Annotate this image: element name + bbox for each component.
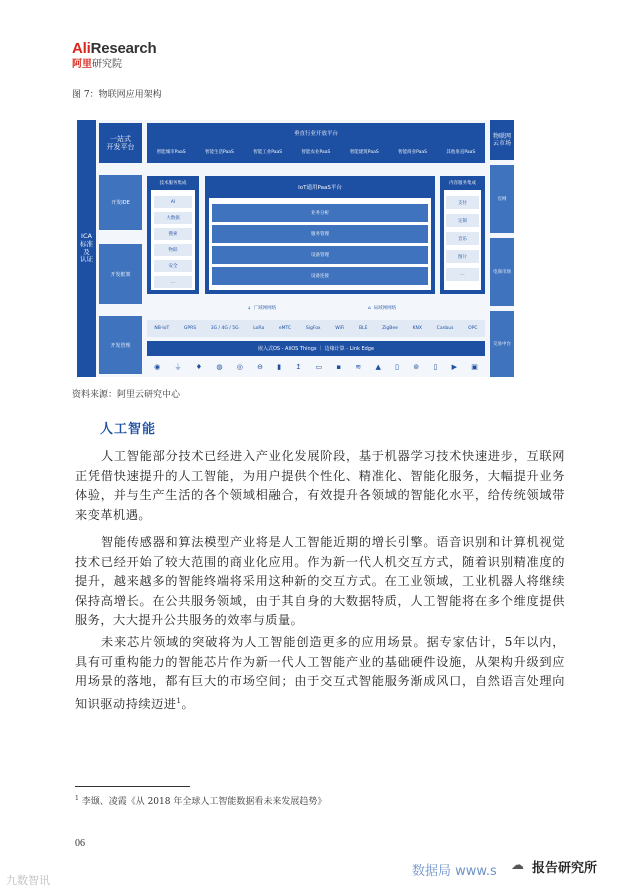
protocol-item: SigFox [305,326,321,331]
footnote-ref[interactable]: 1 [176,696,182,705]
protocol-item: LoRa [253,326,265,331]
iot-cloud-market: 物联网 云市场 [490,120,514,160]
protocol-item: ZigBee [382,326,398,331]
content-item: 支付 [446,196,479,209]
wave-icon: ≋ [355,363,362,371]
meter-icon: ⊖ [257,363,263,371]
logo-chinese: 阿里研究院 [72,59,122,70]
footnote-mark: 1 [75,795,79,802]
paas-item: 智能农业PaaS [301,150,331,155]
lamp-icon: ↥ [295,363,302,371]
paragraph-2: 智能传感器和算法模型产业将是人工智能近期的增长引擎。语音识别和计算机视觉技术已经开始了较大范围的商业化应用。作为新一代人机交互方式，随着识别精准度的提升，越来越多的智能终端将采用这种新的交互方式。在工业领域，工业机器人将继续保持高增长。在公共服务领域，由于其自身的大数据特质，人工智能将在多个维度提供服务，大大提升公共服务的效率与质量。 [75,535,565,627]
section-title: 人工智能 [100,422,157,437]
battery-icon: ▯ [395,363,400,371]
paas-item: 其他垂直PaaS [446,150,476,155]
footnote [75,794,326,807]
iot-item: 设备管理 [212,246,428,264]
watermark-left: 九数智讯 [6,874,50,887]
protocol-item: GPRS [183,326,197,331]
paas-list [147,137,485,155]
market-trade-center: 交易中台 [490,311,514,377]
protocol-item: KNX [412,326,422,331]
paragraph-3-text: 未来芯片领域的突破将为人工智能创造更多的应用场景。据专家估计，5年以内，具有可重构能力的智能芯片作为新一代人工智能产业的基础硬件设施，从架构升级到应用场景的落地，都有巨大的市场空间；由于交互式智能服务渐成风口，自然语言处理向知识驱动持续迈进 [75,635,565,711]
iot-paas-title: IoT通用PaaS平台 [205,176,435,198]
bulb-icon: ▮ [277,363,282,371]
one-stop-dev-platform: 一站式 开发平台 [99,123,142,163]
footnote-text: 李颋、凌霞《从 2018 年全球人工智能数据看未来发展趋势》 [81,797,327,807]
iot-architecture-diagram [77,120,514,377]
iot-item: 设备连接 [212,267,428,285]
paas-item: 智能工业PaaS [253,150,283,155]
speaker-icon: ◉ [154,363,161,371]
protocol-item: NB-IoT [154,326,170,331]
door-icon: ▯ [433,363,438,371]
figure-caption: 图 7：物联网应用架构 [72,90,162,100]
content-item: ... [446,268,479,281]
camera-icon: ◎ [236,363,243,371]
logo-english: AliResearch [72,40,157,57]
protocol-row [147,320,485,337]
tv-icon: ▭ [315,363,323,371]
figure-source: 资料来源：阿里云研究中心 [72,390,181,400]
protocol-item: OPC [468,326,478,331]
protocol-item: WiFi [335,326,345,331]
protocol-item: eMTC [278,326,292,331]
tech-item: 安全 [154,260,192,272]
tech-item: 物联 [154,244,192,256]
dev-ide: 开发IDE [99,175,142,230]
protocol-item: 3G / 4G / 5G [210,326,239,331]
tech-item: ... [154,276,192,288]
fire-icon: ▲ [375,363,381,371]
content-item: 定制 [446,214,479,227]
paas-item: 智能建筑PaaS [349,150,379,155]
antenna-icon: ⍋ [247,306,251,311]
watermark-right: 报告研究所 [532,861,598,876]
content-services-title: 内容服务集成 [440,176,485,190]
chip-icon: ▪ [336,363,342,371]
watermark-center: 数据局 www.s [412,864,497,879]
paas-item: 智能商业PaaS [398,150,427,155]
market-ecommerce: 电商市场 [490,238,514,306]
paas-item: 智能城市PaaS [156,150,186,155]
ica-block: ICA 标准及 认证 [77,120,96,377]
paas-item: 智能生活PaaS [204,150,234,155]
drop-icon: ♦ [195,363,203,371]
aliresearch-logo [72,40,157,70]
vertical-platform [147,123,485,163]
tech-item: 大数据 [154,212,192,224]
page-number: 06 [75,838,85,849]
embedded-os-bar: 嵌入式OS - AliOS Things ｜ 边缘计算 - Link Edge [147,341,485,356]
dev-framework: 开发框架 [99,244,142,304]
content-item: 音乐 [446,232,479,245]
router-icon: ⌂ [367,305,371,311]
content-item: 图片 [446,250,479,263]
protocol-item: Canbus [436,326,454,331]
sensor-icon: ◍ [216,363,223,371]
iot-item: 服务管理 [212,225,428,243]
dev-management: 开发管理 [99,316,142,374]
washer-icon: ⊚ [413,363,420,371]
plug-icon: ⏚ [174,363,182,371]
tech-item: 搜索 [154,228,192,240]
footnote-divider [75,786,190,787]
vertical-platform-title: 垂直行业开放平台 [293,131,338,137]
wechat-icon: ☁ [511,858,524,873]
paragraph-3: 未来芯片领域的突破将为人工智能创造更多的应用场景。据专家估计，5年以内，具有可重构能力的智能芯片作为新一代人工智能产业的基础硬件设施，从架构升级到应用场景的落地，都有巨大的市场空间；由于交互式智能服务渐成风口，自然语言处理向知识驱动持续迈进$^1$。 [75,635,565,711]
switch-icon: ▣ [471,363,478,371]
device-icons-row [147,359,485,375]
wan-label: ⍋ 广域网网络 [247,306,277,311]
tech-item: AI [154,196,192,208]
lan-label: ⌂ 局域网网络 [367,305,397,311]
paragraph-1: 人工智能部分技术已经进入产业化发展阶段，基于机器学习技术快速进步，互联网正凭借快速提升的人工智能，为用户提供个性化、精准化、智能化服务，大幅提升业务体验，并与生产生活的各个领域相融合，有效提升各领域的智能化水平，给传统领域带来变革机遇。 [75,449,565,522]
iot-item: 业务分析 [212,204,428,222]
protocol-item: BLE [358,326,368,331]
market-official-site: 官网 [490,165,514,233]
tech-services-title: 技术服务集成 [147,176,199,190]
play-icon: ▶ [451,363,457,371]
